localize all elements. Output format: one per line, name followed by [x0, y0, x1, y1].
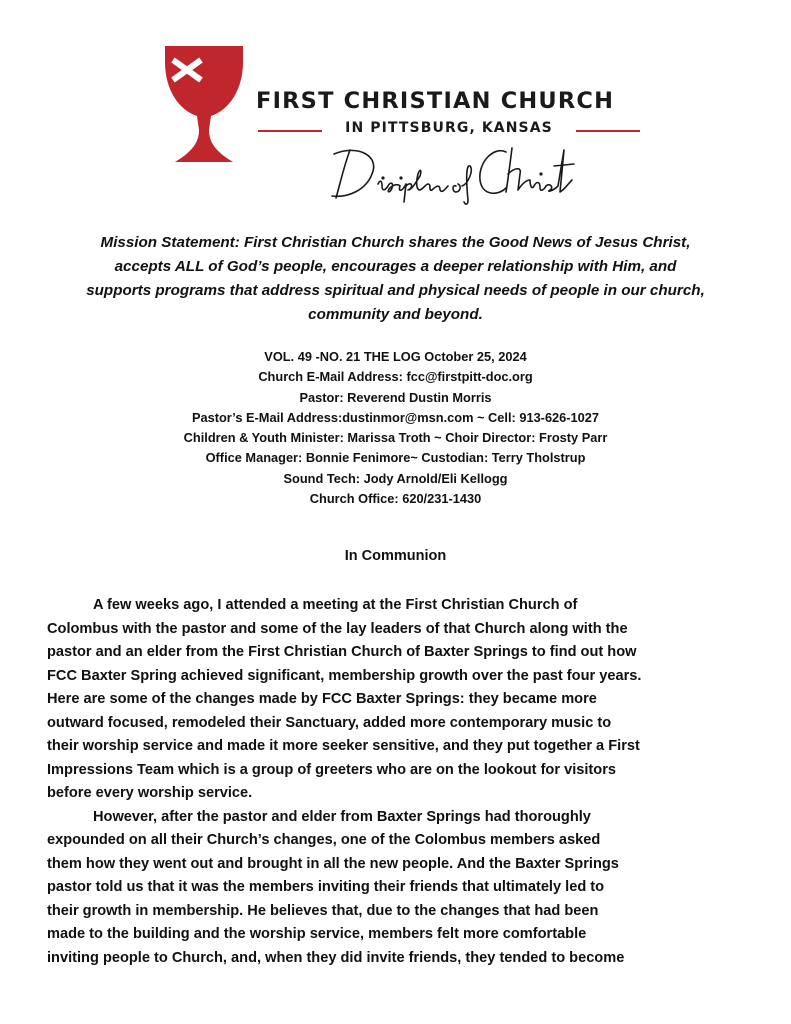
pastor-contact: Pastor’s E-Mail Address:dustinmor@msn.com ~ Cell: 913-626-1027	[191, 409, 600, 425]
mission-line: supports programs that address spiritual and physical needs of people in our church,	[86, 282, 705, 299]
mission-line: community and beyond.	[308, 306, 483, 323]
letterhead	[0, 0, 791, 220]
paragraph-line: Here are some of the changes made by FCC Baxter Springs: they became more	[47, 691, 597, 707]
paragraph-line: outward focused, remodeled their Sanctuary, added more contemporary music to	[47, 714, 612, 731]
ministers-line: Children & Youth Minister: Marissa Troth ~ Choir Director: Frosty Parr	[183, 430, 608, 446]
paragraph-line: FCC Baxter Spring achieved significant, membership growth over the past four years.	[47, 667, 642, 684]
paragraph-line: However, after the pastor and elder from Baxter Springs had thoroughly	[93, 808, 591, 825]
article-title: In Communion	[344, 548, 447, 564]
paragraph-line: Colombus with the pastor and some of the lay leaders of that Church along with the	[47, 620, 628, 637]
church-email: Church E-Mail Address: fcc@firstpitt-doc.org	[258, 369, 533, 385]
staff-line: Office Manager: Bonnie Fenimore~ Custodian: Terry Tholstrup	[205, 450, 586, 466]
newsletter-info-block	[60, 347, 731, 509]
sound-tech-line: Sound Tech: Jody Arnold/Eli Kellogg	[283, 470, 508, 486]
mission-line: accepts ALL of God’s people, encourages a deeper relationship with Him, and	[114, 258, 677, 275]
article-body	[47, 594, 747, 970]
paragraph-line: made to the building and the worship service, members felt more comfortable	[47, 926, 587, 942]
mission-line: Mission Statement: First Christian Church shares the Good News of Jesus Christ,	[100, 234, 691, 251]
church-name: FIRST CHRISTIAN CHURCH	[256, 88, 615, 114]
divider-left	[258, 130, 322, 132]
paragraph-line: their growth in membership. He believes that, due to the changes that had been	[47, 902, 599, 919]
paragraph-line: pastor and an elder from the First Christian Church of Baxter Springs to find out how	[47, 644, 637, 660]
paragraph-line: expounded on all their Church’s changes, one of the Colombus members asked	[47, 832, 601, 848]
volume-line: VOL. 49 -NO. 21 THE LOG October 25, 2024	[264, 349, 527, 364]
paragraph-line: inviting people to Church, and, when they did invite friends, they tended to become	[47, 949, 625, 966]
church-office-phone: Church Office: 620/231-1430	[309, 491, 482, 507]
disciples-of-christ-script-logo	[328, 140, 578, 210]
paragraph-line: A few weeks ago, I attended a meeting at the First Christian Church of	[93, 597, 578, 613]
chalice-with-saltire-icon	[163, 44, 245, 166]
paragraph-line: pastor told us that it was the members inviting their friends that ultimately led to	[47, 879, 605, 895]
location-row	[258, 120, 640, 140]
paragraph-line: their worship service and made it more seeker sensitive, and they put together a First	[47, 738, 640, 754]
divider-right	[576, 130, 640, 132]
paragraph-line: Impressions Team which is a group of greeters who are on the lookout for visitors	[47, 761, 616, 778]
paragraph-line: before every worship service.	[47, 785, 253, 801]
church-location: IN PITTSBURG, KANSAS	[345, 120, 553, 136]
paragraph-line: them how they went out and brought in all the new people. And the Baxter Springs	[47, 855, 619, 872]
pastor-name: Pastor: Reverend Dustin Morris	[299, 389, 492, 405]
mission-statement	[40, 231, 751, 327]
